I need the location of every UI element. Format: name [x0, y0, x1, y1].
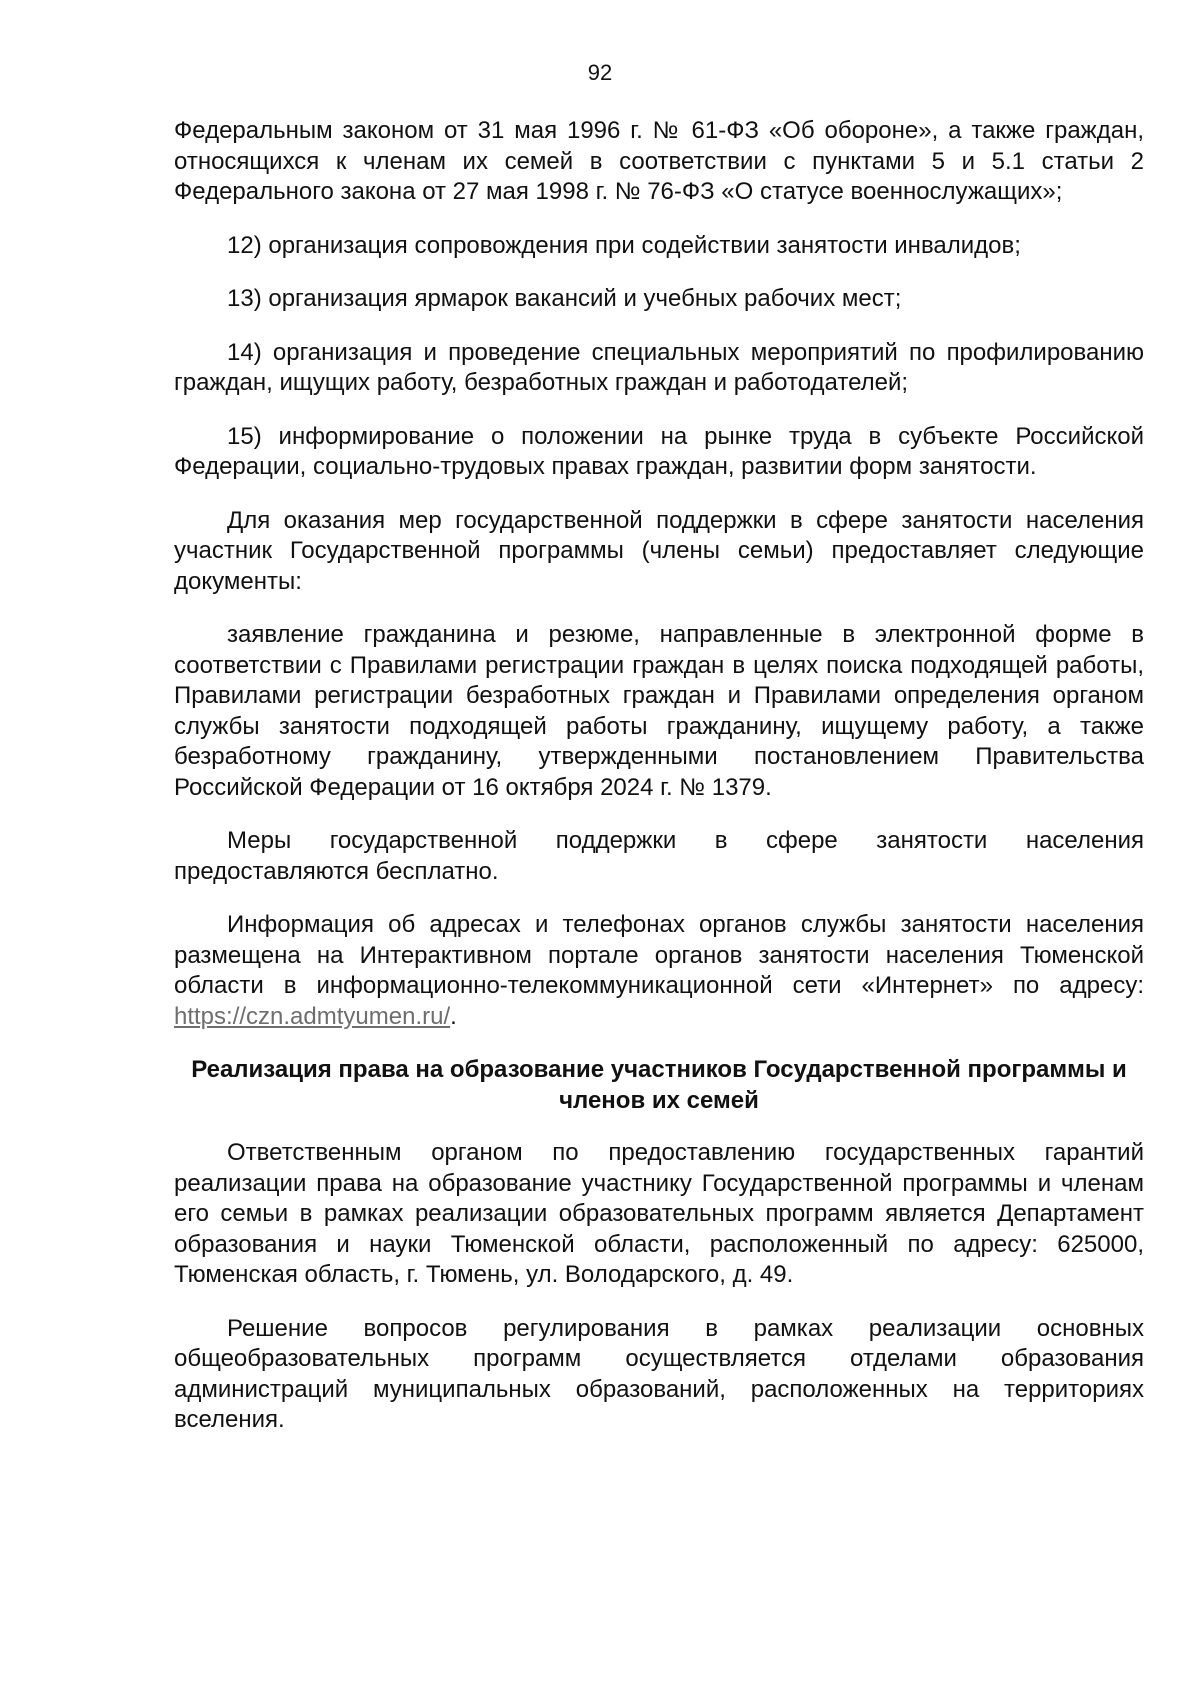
paragraph-regulation: Решение вопросов регулирования в рамках реализации основных общеобразовательных программ осуществляется отделами образования администраций муниципальных образований, расположенных на территориях вселения. [174, 1314, 1144, 1433]
paragraph-documents-intro: Для оказания мер государственной поддержки в сфере занятости населения участник Государственной программы (члены семьи) предоставляет следующие документы: [174, 506, 1144, 595]
document-body [174, 116, 1144, 1459]
page-number: 92 [587, 60, 613, 85]
paragraph-continuation: Федеральным законом от 31 мая 1996 г. № 61-ФЗ «Об обороне», а также граждан, относящихся к членам их семей в соответствии с пунктами 5 и 5.1 статьи 2 Федерального закона от 27 мая 1998 г. № 76-ФЗ «О статусе военнослужащих»; [174, 117, 1144, 205]
paragraph-application: заявление гражданина и резюме, направленные в электронной форме в соответствии с Правилами регистрации граждан в целях поиска подходящей работы, Правилами регистрации безработных граждан и Правилами определения органом службы занятости подходящей работы гражданину, ищущему работу, а также безработному гражданину, утвержденными постановлением Правительства Российской Федерации от 16 октября 2024 г. № 1379. [174, 621, 1144, 801]
list-item-14: 14) организация и проведение специальных мероприятий по профилированию граждан, ищущих работу, безработных граждан и работодателей; [174, 338, 1144, 396]
paragraph-free-support: Меры государственной поддержки в сфере занятости населения предоставляются бесплатно. [174, 827, 1144, 885]
list-item-13: 13) организация ярмарок вакансий и учебных рабочих мест; [227, 285, 902, 312]
list-item-12: 12) организация сопровождения при содействии занятости инвалидов; [227, 231, 1021, 259]
list-item-15: 15) информирование о положении на рынке труда в субъекте Российской Федерации, социально-трудовых правах граждан, развитии форм занятости. [174, 422, 1144, 480]
info-text: Информация об адресах и телефонах органов службы занятости населения размещена на Интерактивном портале органов занятости населения Тюменской области в информационно-телекоммуникационной сети «Интернет» по адресу: [174, 911, 1144, 999]
portal-link[interactable]: https://czn.admtyumen.ru/ [174, 1002, 451, 1030]
section-heading: Реализация права на образование участников Государственной программы и членов их семей [191, 1056, 1127, 1114]
paragraph-info-portal [174, 910, 1144, 1032]
info-end: . [450, 1002, 457, 1030]
paragraph-responsible-body: Ответственным органом по предоставлению государственных гарантий реализации права на образование участнику Государственной программы и членам его семьи в рамках реализации образовательных программ является Департамент образования и науки Тюменской области, расположенный по адресу: 625000, Тюменская область, г. Тюмень, ул. Володарского, д. 49. [174, 1139, 1144, 1288]
